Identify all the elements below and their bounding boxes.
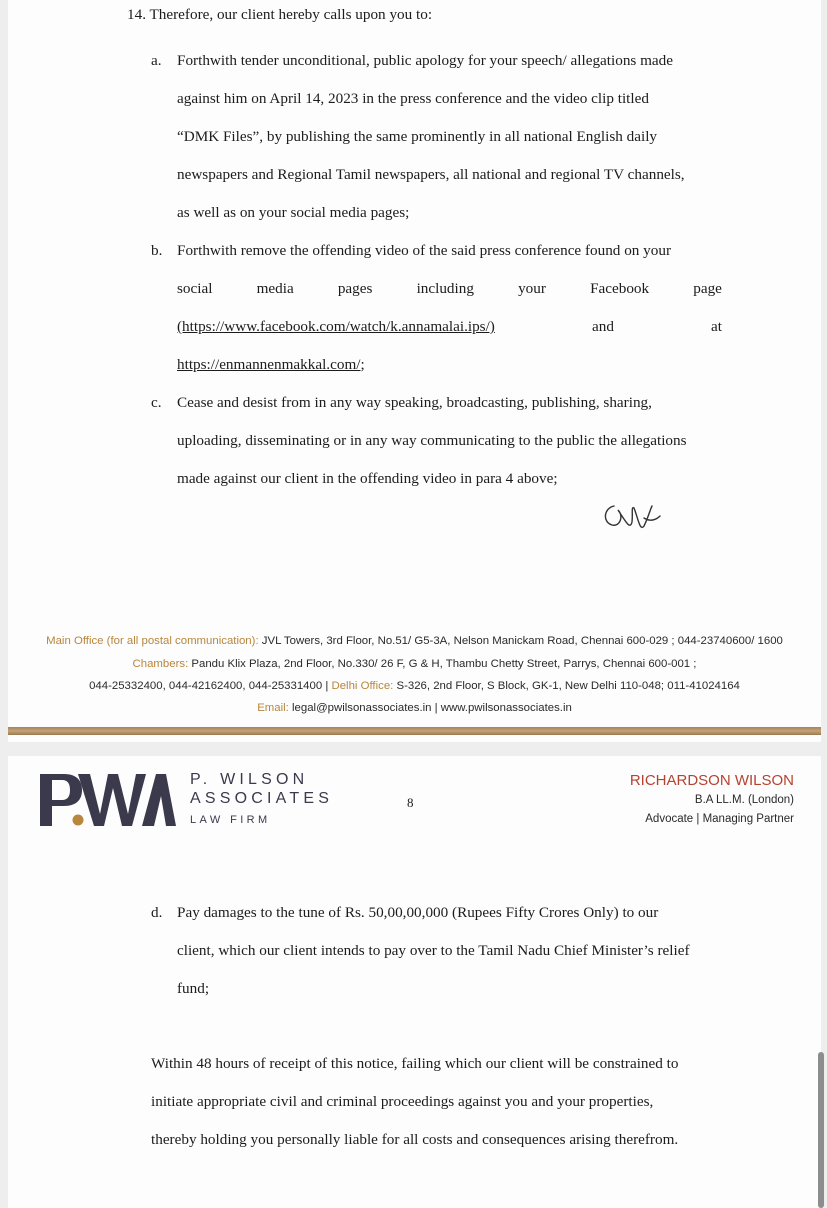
firm-name-line3: LAW FIRM	[190, 814, 271, 826]
item-a-line: “DMK Files”, by publishing the same prominently in all national English daily	[177, 128, 658, 145]
footer-label: Email:	[257, 702, 289, 714]
word: your	[518, 280, 546, 297]
item-b-website-line	[177, 355, 365, 375]
item-c-line: made against our client in the offending video in para 4 above;	[177, 470, 558, 487]
word: page	[693, 280, 722, 297]
item-a-line: newspapers and Regional Tamil newspapers, all national and regional TV channels,	[177, 166, 685, 183]
item-b-line: Forthwith remove the offending video of the said press conference found on your	[177, 242, 672, 259]
chambers-address	[8, 656, 821, 672]
item-c-marker: c.	[151, 394, 162, 411]
scrollbar-thumb[interactable]	[818, 1052, 824, 1208]
word: Facebook	[590, 280, 650, 297]
facebook-link[interactable]: (https://www.facebook.com/watch/k.annamalai.ips/)	[177, 318, 495, 335]
phones-delhi-address	[8, 678, 821, 694]
item-b-link-line	[177, 317, 722, 337]
closing-line: initiate appropriate civil and criminal proceedings against you and your properties,	[151, 1093, 654, 1110]
item-d-marker: d.	[151, 904, 163, 921]
footer-label: Chambers:	[132, 658, 189, 670]
word: media	[256, 280, 294, 297]
item-d-line: fund;	[177, 980, 210, 997]
footer-gold-bar	[8, 727, 821, 735]
footer-text: S-326, 2nd Floor, S Block, GK-1, New Delhi 110-048; 011-41024164	[393, 680, 740, 692]
word: pages	[337, 280, 373, 297]
footer-text: JVL Towers, 3rd Floor, No.51/ G5-3A, Nelson Manickam Road, Chennai 600-029 ; 044-23740600/ 1600	[258, 635, 783, 647]
word: at	[711, 318, 722, 335]
partner-name: RICHARDSON WILSON	[629, 772, 794, 789]
letter-page-8	[8, 756, 821, 1208]
main-office-address	[8, 633, 821, 649]
closing-line: thereby holding you personally liable for all costs and consequences arising therefrom.	[151, 1131, 679, 1148]
item-a-line: Forthwith tender unconditional, public apology for your speech/ allegations made	[177, 52, 674, 69]
item-d-line: Pay damages to the tune of Rs. 50,00,00,000 (Rupees Fifty Crores Only) to our	[177, 904, 659, 921]
footer-text: legal@pwilsonassociates.in | www.pwilsonassociates.in	[288, 702, 572, 714]
handwritten-initials-signature	[600, 492, 666, 540]
footer-label: Delhi Office:	[331, 680, 394, 692]
word: social	[177, 280, 213, 297]
firm-name-line2: ASSOCIATES	[190, 790, 334, 807]
item-a-marker: a.	[151, 52, 162, 69]
footer-text: Pandu Klix Plaza, 2nd Floor, No.330/ 26 F, G & H, Thambu Chetty Street, Parrys, Chennai 600-001 ;	[188, 658, 697, 670]
item-a-line: against him on April 14, 2023 in the press conference and the video clip titled	[177, 90, 649, 107]
item-b-justified-line	[177, 279, 722, 299]
item-a-line: as well as on your social media pages;	[177, 204, 410, 221]
word: including	[416, 280, 474, 297]
footer-text: 044-25332400, 044-42162400, 044-25331400 |	[89, 680, 332, 692]
clause-14-heading: 14. Therefore, our client hereby calls upon you to:	[127, 6, 433, 23]
partner-title: Advocate | Managing Partner	[645, 813, 794, 825]
semicolon: ;	[360, 356, 365, 373]
email-website	[8, 700, 821, 716]
firm-name-line1: P. WILSON	[190, 771, 309, 788]
pwa-logo-icon	[38, 770, 178, 830]
item-b-marker: b.	[151, 242, 163, 259]
footer-label: Main Office (for all postal communication):	[46, 635, 259, 647]
page-number: 8	[407, 795, 414, 810]
letter-page-7	[8, 0, 821, 742]
item-d-line: client, which our client intends to pay over to the Tamil Nadu Chief Minister’s relief	[177, 942, 690, 959]
item-c-line: Cease and desist from in any way speaking, broadcasting, publishing, sharing,	[177, 394, 652, 411]
partner-degree: B.A LL.M. (London)	[694, 794, 794, 806]
closing-line: Within 48 hours of receipt of this notice, failing which our client will be constrained to	[151, 1055, 679, 1072]
word: and	[591, 318, 614, 335]
item-c-line: uploading, disseminating or in any way communicating to the public the allegations	[177, 432, 687, 449]
website-link[interactable]: https://enmannenmakkal.com/	[177, 356, 361, 373]
